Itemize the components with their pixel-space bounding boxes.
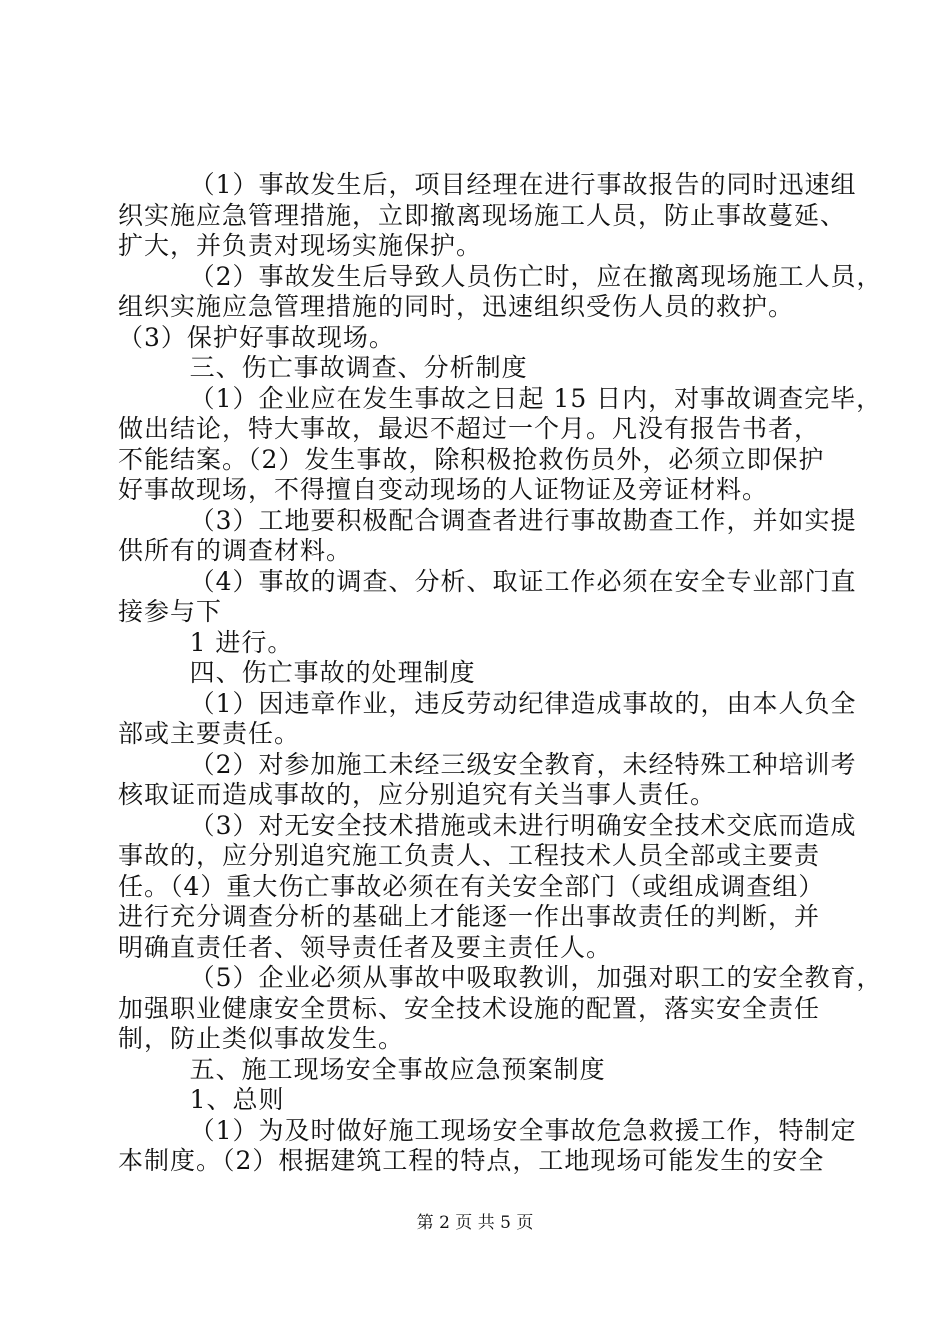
page-indicator: 第 2 页 共 5 页 — [416, 1213, 534, 1233]
text-line: 不能结案。（2）发生事故，除积极抢救伤员外，必须立即保护 — [118, 444, 825, 474]
text-line: （2）事故发生后导致人员伤亡时，应在撤离现场施工人员， — [118, 261, 883, 291]
text-line: （1）事故发生后，项目经理在进行事故报告的同时迅速组 — [118, 170, 857, 199]
text-line: （5）企业必须从事故中吸取教训，加强对职工的安全教育， — [118, 963, 883, 992]
text-line: 1、总则 — [118, 1085, 285, 1114]
text-line: 事故的，应分别追究施工负责人、工程技术人员全部或主要责 — [118, 841, 821, 870]
text-line: 三、伤亡事故调查、分析制度 — [118, 353, 528, 382]
text-line: 任。（4）重大伤亡事故必须在有关安全部门（或组成调查组） — [118, 871, 825, 901]
text-line: 1 进行。 — [118, 627, 294, 657]
text-line: 五、施工现场安全事故应急预案制度 — [118, 1054, 606, 1084]
text-line: （3）保护好事故现场。 — [118, 322, 395, 352]
text-line: 四、伤亡事故的处理制度 — [118, 658, 476, 687]
text-line: （2）对参加施工未经三级安全教育，未经特殊工种培训考 — [118, 749, 857, 779]
text-line: 核取证而造成事故的，应分别追究有关当事人责任。 — [118, 780, 717, 809]
text-line: 做出结论，特大事故，最迟不超过一个月。凡没有报告书者， — [118, 414, 821, 443]
document-body — [118, 170, 883, 1177]
text-line: 制，防止类似事故发生。 — [118, 1024, 405, 1053]
text-line: （1）为及时做好施工现场安全事故危急救援工作，特制定 — [118, 1115, 857, 1145]
text-line: 供所有的调查材料。 — [118, 536, 353, 565]
text-line: 好事故现场，不得擅自变动现场的人证物证及旁证材料。 — [118, 475, 769, 504]
text-line: 织实施应急管理措施，立即撤离现场施工人员，防止事故蔓延、 — [118, 200, 847, 230]
text-line: （4）事故的调查、分析、取证工作必须在安全专业部门直 — [118, 566, 857, 596]
text-line: 加强职业健康安全贯标、安全技术设施的配置，落实安全责任 — [118, 993, 821, 1023]
page-footer — [0, 1213, 950, 1233]
text-line: 扩大，并负责对现场实施保护。 — [118, 231, 483, 260]
text-line: 组织实施应急管理措施的同时，迅速组织受伤人员的救护。 — [118, 292, 795, 321]
text-line: 本制度。（2）根据建筑工程的特点，工地现场可能发生的安全 — [118, 1146, 825, 1175]
text-line: 部或主要责任。 — [118, 719, 301, 748]
text-line: （3）对无安全技术措施或未进行明确安全技术交底而造成 — [118, 810, 857, 840]
text-line: 接参与下 — [118, 597, 223, 626]
text-line: 明确直责任者、领导责任者及要主责任人。 — [118, 932, 613, 962]
text-line: （3）工地要积极配合调查者进行事故勘查工作，并如实提 — [118, 505, 857, 535]
text-line: （1）因违章作业，违反劳动纪律造成事故的，由本人负全 — [118, 688, 857, 718]
text-line: 进行充分调查分析的基础上才能逐一作出事故责任的判断，并 — [118, 902, 821, 931]
text-line: （1）企业应在发生事故之日起 15 日内，对事故调查完毕， — [118, 383, 883, 413]
